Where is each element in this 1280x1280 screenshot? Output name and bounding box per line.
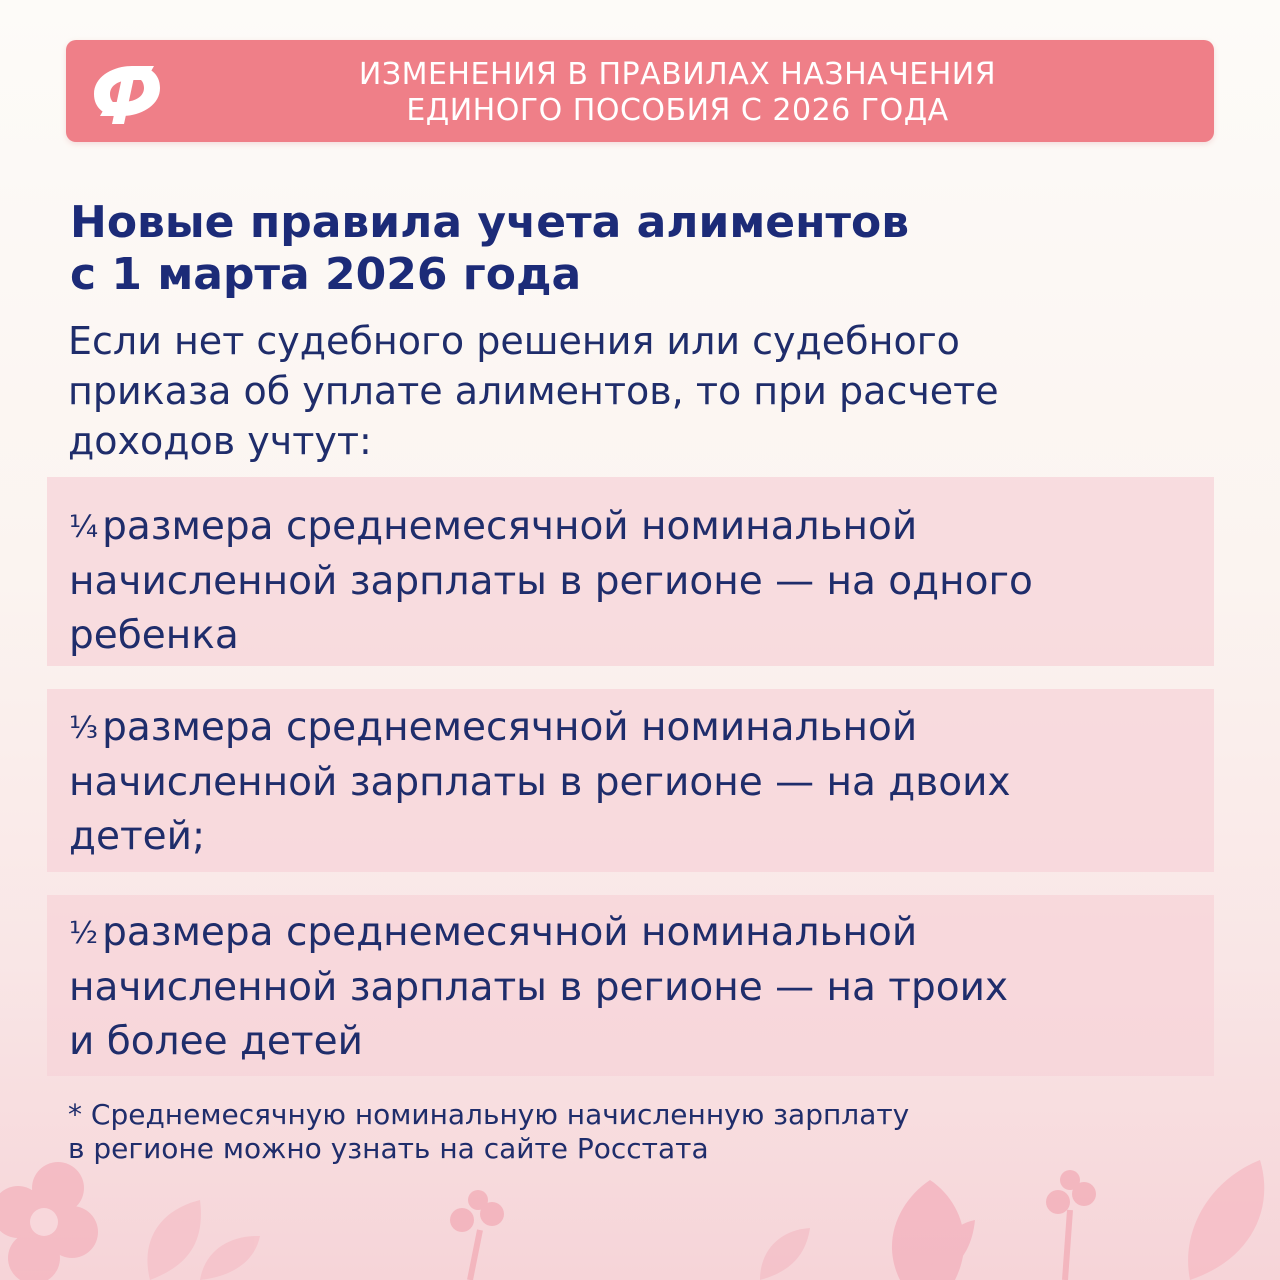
page-title-line-1: Новые правила учета алиментов [70,197,910,248]
footnote-line-1: * Среднемесячную номинальную начисленную зарплату [68,1098,910,1131]
intro-line-2: приказа об уплате алиментов, то при расчете [68,369,999,413]
page-title-line-2: с 1 марта 2026 года [70,249,582,300]
flower-left-icon [0,1162,98,1280]
berry-sprig-right-icon [1046,1170,1096,1280]
rule-line-1-text: размера среднемесячной номинальной [102,504,918,549]
fraction: ½ [69,916,97,951]
leaf-left-icon [147,1200,260,1280]
footnote-line-2: в регионе можно узнать на сайте Росстата [68,1132,709,1165]
rule-line-1 [69,500,1200,555]
intro-text [68,316,1218,466]
header-banner [66,40,1214,142]
fraction: ¼ [69,510,97,545]
flower-right-icon [892,1180,975,1280]
rule-line-1 [69,701,1200,756]
header-title-line-1: ИЗМЕНЕНИЯ В ПРАВИЛАХ НАЗНАЧЕНИЯ [358,57,997,92]
rule-text [69,701,1200,864]
rule-card-one-child [47,477,1214,666]
leaf-center-icon [760,1228,810,1280]
header-title-line-2: ЕДИНОГО ПОСОБИЯ С 2026 ГОДА [406,93,949,128]
rule-line-2: начисленной зарплаты в регионе — на одного [69,559,1033,604]
rule-line-1-text: размера среднемесячной номинальной [102,705,918,750]
rule-text [69,906,1200,1069]
rule-line-3: и более детей [69,1019,363,1064]
header-title [241,57,1114,129]
rule-line-2: начисленной зарплаты в регионе — на двоих [69,760,1011,805]
rule-card-two-children [47,689,1214,872]
floral-decoration [0,1140,1280,1280]
sfr-logo-icon [84,54,170,128]
intro-line-3: доходов учтут: [68,419,372,463]
rule-line-1 [69,906,1200,961]
berry-sprig-icon [450,1190,504,1280]
rule-line-1-text: размера среднемесячной номинальной [102,910,918,955]
rule-card-three-children [47,895,1214,1076]
intro-line-1: Если нет судебного решения или судебного [68,319,960,363]
page-title [70,197,1210,301]
rule-line-3: ребенка [69,613,239,658]
rule-text [69,500,1200,663]
fraction: ⅓ [69,711,97,746]
rule-line-2: начисленной зарплаты в регионе — на троих [69,965,1009,1010]
leaf-right-icon [1188,1160,1264,1280]
rule-line-3: детей; [69,814,206,859]
